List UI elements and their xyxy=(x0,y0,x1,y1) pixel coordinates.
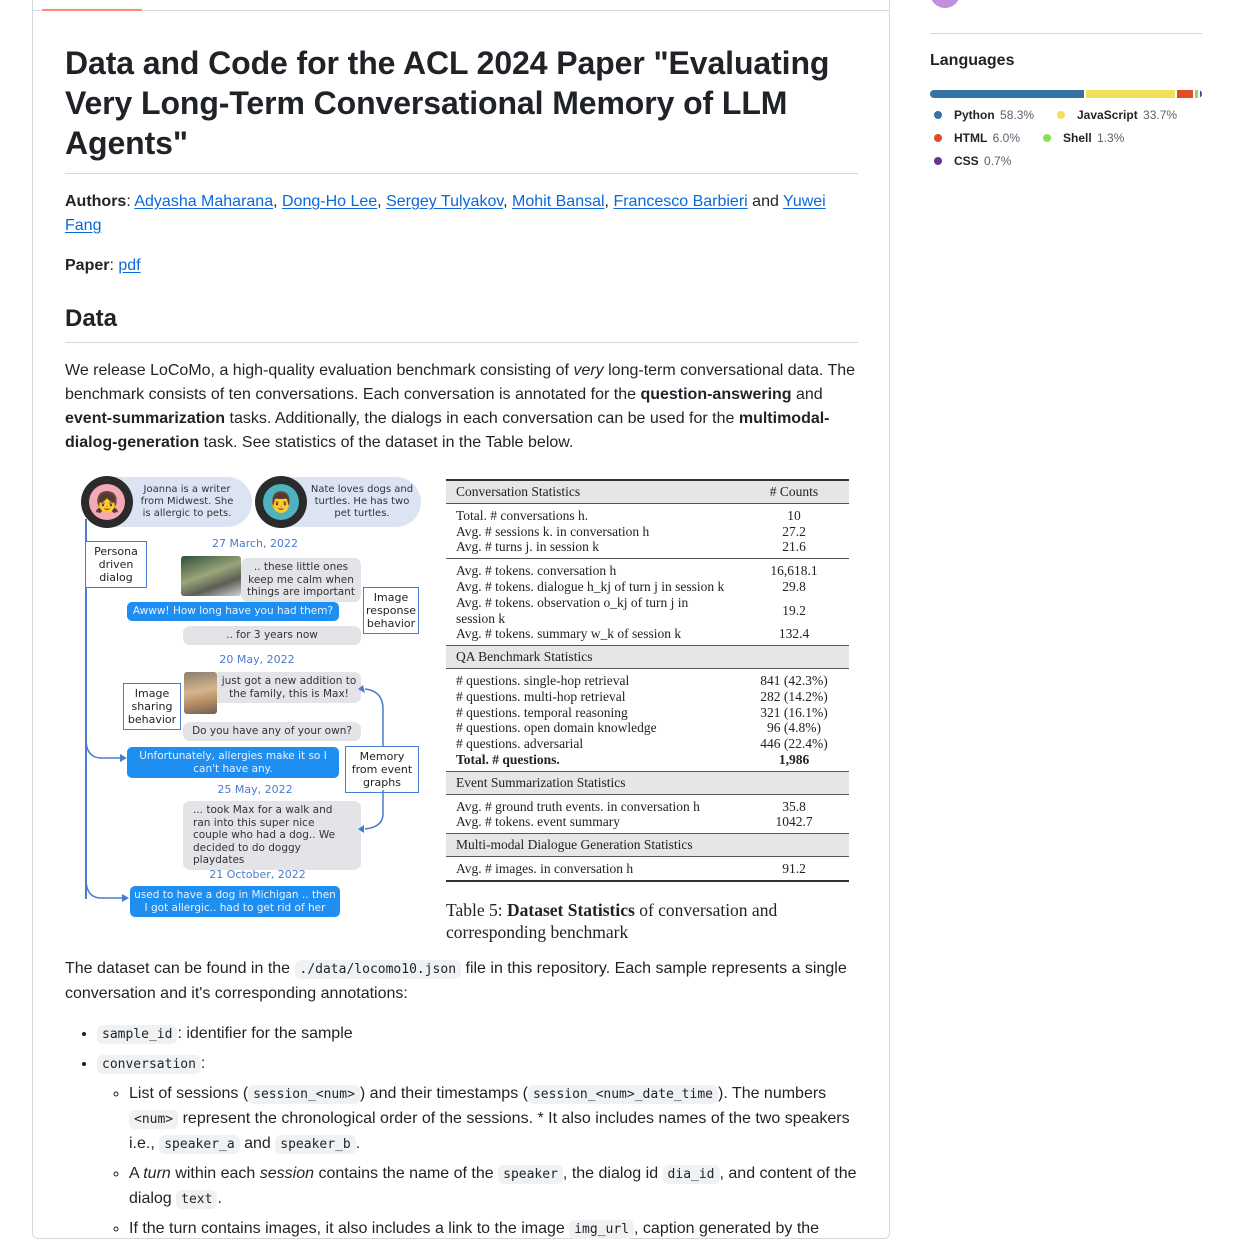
inline-code: text xyxy=(176,1190,217,1209)
paper-label: Paper xyxy=(65,257,110,274)
row-value: 1042.7 xyxy=(775,814,813,830)
row-value: 10 xyxy=(739,503,849,523)
persona-text: Joanna is a writer from Midwest. She is allergic to pets. xyxy=(140,484,234,519)
intro-bold: question-answering xyxy=(640,386,792,403)
inline-code: ./data/locomo10.json xyxy=(295,960,462,979)
table-row xyxy=(446,539,849,558)
table-header-row xyxy=(446,480,849,503)
inline-code: speaker_b xyxy=(275,1135,355,1154)
row-value: 446 (22.4%) xyxy=(760,736,828,752)
label-image-sharing: Image sharing behavior xyxy=(123,683,181,730)
message-bubble: just got a new addition to the family, this is Max! xyxy=(217,672,361,703)
table-row xyxy=(446,503,849,523)
language-bar-segment[interactable] xyxy=(1086,90,1175,98)
list-text: contains the name of the xyxy=(314,1165,499,1182)
session-date: 27 March, 2022 xyxy=(211,537,298,550)
dataset-figure xyxy=(65,469,858,949)
sub-list-item xyxy=(129,1217,858,1242)
table-counts-header: # Counts xyxy=(739,480,849,503)
row-value: 29.8 xyxy=(782,578,806,594)
intro-text: task. See statistics of the dataset in the Table below. xyxy=(199,434,574,451)
list-text: , and content of the dialog xyxy=(129,1165,857,1207)
table-row xyxy=(446,579,849,595)
list-text: List of sessions ( xyxy=(129,1085,249,1102)
table-row xyxy=(446,736,849,752)
contributor-avatar[interactable] xyxy=(930,0,960,8)
language-percent: 33.7% xyxy=(1143,108,1178,122)
row-value: 19.2 xyxy=(782,602,806,618)
message-bubble: used to have a dog in Michigan .. then I got allergic.. had to get rid of her xyxy=(130,886,340,917)
language-name: JavaScript xyxy=(1077,108,1138,122)
list-text: . xyxy=(355,1135,361,1152)
paper-line: Paper: pdf xyxy=(65,257,141,274)
row-label: # questions. temporal reasoning xyxy=(456,704,628,720)
session-date: 20 May, 2022 xyxy=(219,653,295,666)
author-link[interactable]: Mohit Bansal xyxy=(512,193,605,210)
row-value: 16,618.1 xyxy=(739,559,849,579)
language-python[interactable] xyxy=(930,106,1034,124)
list-text: represent the chronological order of the sessions. * It also includes names of the two speakers i.e., xyxy=(129,1110,850,1152)
list-text: ). The numbers xyxy=(717,1085,827,1102)
row-value: 35.8 xyxy=(739,794,849,814)
inline-code: speaker xyxy=(498,1165,563,1184)
message-bubble: .. for 3 years now xyxy=(183,626,361,645)
girl-avatar-icon: 👧 xyxy=(89,484,125,520)
list-text: within each xyxy=(170,1165,260,1182)
row-label: Avg. # images. in conversation h xyxy=(446,856,739,880)
author-link[interactable]: Dong-Ho Lee xyxy=(282,193,378,210)
language-html[interactable] xyxy=(930,129,1020,147)
list-text: . xyxy=(217,1190,222,1207)
row-label: # questions. multi-hop retrieval xyxy=(456,688,626,704)
shell-dot-icon xyxy=(1043,134,1051,142)
author-link[interactable]: Sergey Tulyakov xyxy=(386,193,504,210)
inline-code: dia_id xyxy=(663,1165,720,1184)
javascript-dot-icon xyxy=(1057,111,1065,119)
languages-heading: Languages xyxy=(930,52,1015,69)
list-item xyxy=(97,1052,858,1242)
row-label: Total. # questions. xyxy=(456,751,560,767)
tab-divider xyxy=(33,10,889,11)
language-name: HTML xyxy=(954,131,988,145)
language-bar-segment[interactable] xyxy=(930,90,1084,98)
message-bubble: Unfortunately, allergies make it so I can't have any. xyxy=(127,747,339,778)
table-section-header: QA Benchmark Statistics xyxy=(446,646,849,669)
language-javascript[interactable] xyxy=(1053,106,1177,124)
row-value: 27.2 xyxy=(782,523,806,539)
inline-code: conversation xyxy=(97,1055,201,1074)
paper-pdf-link[interactable]: pdf xyxy=(118,257,141,274)
row-value: 96 (4.8%) xyxy=(767,720,821,736)
caption-text: of conversation and corresponding benchmark xyxy=(446,899,778,942)
message-bubble: Awww! How long have you had them? xyxy=(127,602,339,621)
inline-code: <num> xyxy=(129,1110,178,1129)
language-bar-segment[interactable] xyxy=(1195,90,1198,98)
language-name: Shell xyxy=(1063,131,1092,145)
language-bar-segment[interactable] xyxy=(1177,90,1193,98)
intro-text: and xyxy=(791,386,823,403)
row-value: 21.6 xyxy=(782,539,806,555)
author-link[interactable]: Yuwei Fang xyxy=(65,193,826,234)
table-row xyxy=(446,689,849,705)
dataset-text: file in this repository. Each sample represents a single conversation and it's corresponding annotations: xyxy=(65,960,847,1002)
table-row xyxy=(446,626,849,645)
label-memory-event-graphs: Memory from event graphs xyxy=(345,746,419,793)
row-label: Avg. # tokens. dialogue h_kj of turn j in session k xyxy=(456,578,725,594)
table-caption xyxy=(446,899,858,943)
sub-list-item xyxy=(129,1162,858,1212)
field-list xyxy=(65,1022,858,1242)
readme-title: Data and Code for the ACL 2024 Paper "Evaluating Very Long-Term Conversational Memory of LLM Agents" xyxy=(65,43,858,174)
language-percent: 58.3% xyxy=(1000,108,1035,122)
data-heading: Data xyxy=(65,304,858,343)
language-name: CSS xyxy=(954,154,979,168)
language-percent: 1.3% xyxy=(1097,131,1125,145)
authors-and: and xyxy=(752,193,779,210)
list-text: : xyxy=(200,1055,206,1072)
table-row xyxy=(446,814,849,833)
table-row-total xyxy=(446,752,849,771)
authors-label: Authors xyxy=(65,193,127,210)
row-label: Avg. # turns j. in session k xyxy=(456,539,600,555)
row-label: Avg. # tokens. event summary xyxy=(456,814,620,830)
inline-code: speaker_a xyxy=(159,1135,239,1154)
intro-emphasis: very xyxy=(573,362,604,379)
intro-text: tasks. Additionally, the dialogs in each conversation can be used for the xyxy=(225,410,739,427)
table-section-header: Conversation Statistics xyxy=(446,480,739,503)
readme-article xyxy=(65,43,858,1242)
list-text: A xyxy=(129,1165,144,1182)
language-percent: 6.0% xyxy=(992,131,1021,145)
flow-arrows xyxy=(65,469,435,939)
readme-panel xyxy=(32,0,890,1239)
label-persona-driven: Persona driven dialog xyxy=(85,541,147,588)
dataset-text: The dataset can be found in the xyxy=(65,960,295,977)
sub-list xyxy=(97,1082,858,1242)
row-label: Avg. # tokens. summary w_k of session k xyxy=(456,626,682,642)
list-text: If the turn contains images, it also includes a link to the image xyxy=(129,1220,570,1237)
row-value: 91.2 xyxy=(739,856,849,880)
session-date: 21 October, 2022 xyxy=(209,868,306,881)
label-image-response: Image response behavior xyxy=(363,587,419,634)
table-row xyxy=(446,668,849,688)
inline-code: img_url xyxy=(569,1220,634,1239)
persona-text: Nate loves dogs and turtles. He has two pet turtles. xyxy=(310,484,414,519)
intro-bold: multimodal-dialog-generation xyxy=(65,410,830,451)
man-avatar-icon: 👨 xyxy=(263,484,299,520)
message-bubble: Do you have any of your own? xyxy=(183,722,361,741)
active-tab-indicator xyxy=(42,9,142,11)
row-value: 1,986 xyxy=(778,751,810,767)
caption-bold: Dataset Statistics xyxy=(506,899,635,920)
table-row xyxy=(446,524,849,540)
language-name: Python xyxy=(954,108,995,122)
table-section-header: Event Summarization Statistics xyxy=(446,771,849,794)
row-value: 132.4 xyxy=(778,626,810,642)
table-row xyxy=(446,856,849,880)
row-label: Avg. # tokens. observation o_kj of turn j in session k xyxy=(456,594,689,626)
caption-prefix: Table 5: xyxy=(446,899,507,920)
inline-code: sample_id xyxy=(97,1025,177,1044)
languages-bar[interactable] xyxy=(930,90,1202,98)
language-bar-segment[interactable] xyxy=(1200,90,1202,98)
table-header-row xyxy=(446,646,849,669)
row-value: 841 (42.3%) xyxy=(739,668,849,688)
list-text: : identifier for the sample xyxy=(177,1025,353,1042)
intro-text: We release LoCoMo, a high-quality evaluation benchmark consisting of xyxy=(65,362,574,379)
row-label: Avg. # tokens. conversation h xyxy=(446,559,739,579)
language-percent: 0.7% xyxy=(984,154,1012,168)
inline-code: session_<num> xyxy=(248,1085,360,1104)
list-text: , caption generated by the xyxy=(634,1220,820,1237)
dataset-paragraph xyxy=(65,957,858,1006)
sub-list-item xyxy=(129,1082,858,1157)
author-link[interactable]: Adyasha Maharana xyxy=(134,193,274,210)
intro-paragraph xyxy=(65,359,858,455)
css-dot-icon xyxy=(934,157,942,165)
python-dot-icon xyxy=(934,111,942,119)
table-section-header: Multi-modal Dialogue Generation Statistics xyxy=(446,834,849,857)
intro-text: long-term conversational data. The benchmark consists of ten conversations. Each conversation is annotated for the xyxy=(65,362,856,403)
row-value: 321 (16.1%) xyxy=(760,704,828,720)
stats-table xyxy=(446,479,849,882)
table-header-row xyxy=(446,834,849,857)
row-value: 282 (14.2%) xyxy=(760,688,828,704)
list-emphasis: session xyxy=(259,1165,314,1182)
row-label: # questions. single-hop retrieval xyxy=(446,668,739,688)
table-row xyxy=(446,720,849,736)
row-label: Total. # conversations h. xyxy=(446,503,739,523)
language-shell[interactable] xyxy=(1039,129,1124,147)
sidebar-divider xyxy=(930,33,1202,34)
message-bubble: .. these little ones keep me calm when things are important xyxy=(241,558,361,602)
table-row xyxy=(446,794,849,814)
session-date: 25 May, 2022 xyxy=(217,783,293,796)
list-text: and xyxy=(239,1135,276,1152)
row-label: # questions. adversarial xyxy=(456,736,584,752)
row-label: # questions. open domain knowledge xyxy=(456,720,657,736)
author-link[interactable]: Francesco Barbieri xyxy=(613,193,748,210)
conversation-illustration xyxy=(65,469,435,939)
inline-code: session_<num>_date_time xyxy=(528,1085,718,1104)
message-bubble: ... took Max for a walk and ran into this super nice couple who had a dog.. We decided to do doggy playdates xyxy=(183,801,361,870)
list-item xyxy=(97,1022,858,1047)
list-emphasis: turn xyxy=(143,1165,171,1182)
table-row xyxy=(446,705,849,721)
list-text: ) and their timestamps ( xyxy=(359,1085,528,1102)
table-row xyxy=(446,595,849,627)
authors-line: Authors: Adyasha Maharana, Dong-Ho Lee, Sergey Tulyakov, Mohit Bansal, Francesco Barbieri and Yuwei Fang xyxy=(65,193,826,234)
language-css[interactable] xyxy=(930,152,1011,170)
row-label: Avg. # sessions k. in conversation h xyxy=(456,523,650,539)
list-text: , the dialog id xyxy=(562,1165,663,1182)
dataset-statistics-table xyxy=(446,479,858,943)
table-header-row xyxy=(446,771,849,794)
table-row xyxy=(446,559,849,579)
html-dot-icon xyxy=(934,134,942,142)
row-label: Avg. # ground truth events. in conversation h xyxy=(446,794,739,814)
intro-bold: event-summarization xyxy=(65,410,226,427)
